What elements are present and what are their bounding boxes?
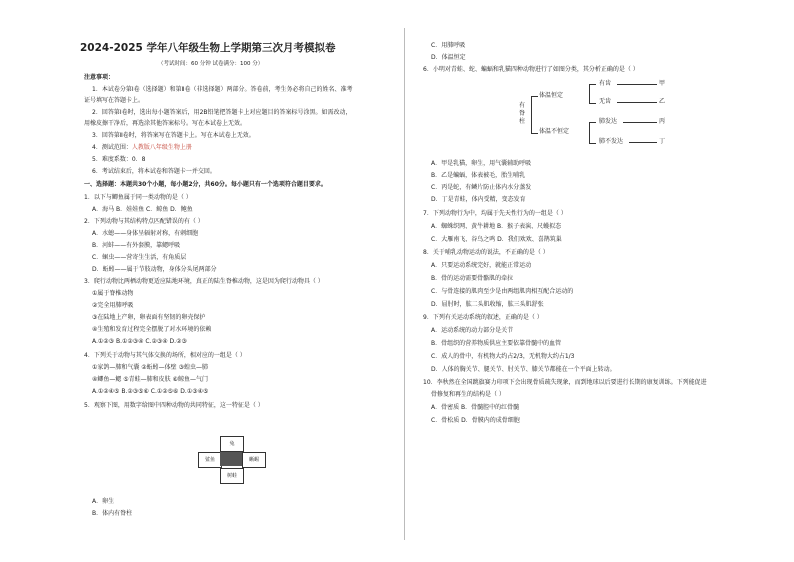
note-2: 2．回答第Ⅰ卷时，选出每小题答案后，用2B铅笔把答题卡上对应题目的答案标号涂黑。如需改动， <box>92 109 352 116</box>
fig6-teeth: 有齿 <box>599 80 612 87</box>
fig6-label-b: 乙 <box>659 98 666 105</box>
test-scope: 人教版八年级生物上册 <box>131 144 192 151</box>
question-8: 8．关于哺乳动物运动的说法，不正确的是（ ） <box>423 249 549 256</box>
q4-options: A.①②④⑤ B.②③⑤⑥ C.①②⑤⑥ D.①③④⑤ <box>92 388 209 395</box>
q8-option-d: D．屈肘时，肱二头肌收缩，肱三头肌舒张 <box>431 301 544 308</box>
q4-items-1: ①家鸽—肺和气囊 ②蚯蚓—体壁 ③蝗虫—肺 <box>92 364 208 371</box>
q6-option-d: D．丁是青蛙，体内受精，变态发育 <box>431 196 526 203</box>
q8-option-c: C．与骨连接的肌肉至少是由两组肌肉相互配合运动的 <box>431 288 574 295</box>
fig6-cold: 体温不恒定 <box>539 128 570 135</box>
q3-item-3: ③在陆地上产卵，卵表面有坚韧的卵壳保护 <box>92 314 206 321</box>
question-5: 5．观察下图，用数字给图中四种动物的共同特征，这一特征是（ ） <box>84 402 264 409</box>
question-2: 2．下列动物与其结构特点匹配错误的有（ ） <box>84 218 204 225</box>
note-1b: 证号填写在答题卡上。 <box>84 97 145 104</box>
q6-option-b: B．乙是蝙蝠，体表被毛，胎生哺乳 <box>431 172 526 179</box>
q10-options-cd: C．骨松质 D．骨膜内的成骨细胞 <box>431 417 520 424</box>
note-1: 1．本试卷分第Ⅰ卷（选择题）和第Ⅱ卷（非选择题）两部分。答卷前，考生务必将自己的姓名、准考 <box>92 86 353 93</box>
fig6-bracket-root <box>531 96 538 134</box>
question-4: 4．下列关于动物与其气体交换的场所，相对应的一组是（ ） <box>84 352 246 359</box>
question-10: 10．李秋然在全国跳旗赛力印项下会出现骨质疏失现象，而到地球以后要进行长期的康复训练。下列能促进 <box>423 379 707 386</box>
section-heading: 一、选择题：本题共30个小题，每小题2分，共60分。每小题只有一个选项符合题目要求。 <box>84 181 327 188</box>
fig6-bracket-cold <box>589 122 596 144</box>
q6-option-c: C．丙是蛇，有鳞片防止体内水分蒸发 <box>431 184 532 191</box>
q10-options-ab: A．骨密质 B．骨髓腔中的红骨髓 <box>431 404 520 411</box>
fig6-line-d <box>629 142 657 143</box>
fig6-label-a: 甲 <box>659 80 666 87</box>
column-divider <box>404 28 405 540</box>
note-4: 4．测试范围：人教版八年级生物上册 <box>92 144 192 151</box>
q6-diagram <box>519 80 699 158</box>
fig5-center <box>220 452 242 466</box>
question-6: 6．小明对青蛙、蛇、蝙蝠和乳猫四种动物进行了如图分类，其分析正确的是（ ） <box>423 66 639 73</box>
q9-option-a: A．运动系统的动力部分是关节 <box>431 327 514 334</box>
q4-items-2: ④鲫鱼—鳃 ⑤青蛙—肺和皮肤 ⑥鲸鱼—气门 <box>92 376 208 383</box>
q5-option-c: C．用肺呼吸 <box>431 42 466 49</box>
notes-heading: 注意事项： <box>84 74 115 81</box>
q2-option-a: A．水螅——身体呈辐射对称，有刺细胞 <box>92 230 199 237</box>
page-title: 2024-2025 学年八年级生物上学期第三次月考模拟卷 <box>80 42 336 54</box>
q5-option-b: B．体内有脊柱 <box>92 510 133 517</box>
exam-info: （考试时间：60 分钟 试卷满分：100 分） <box>158 61 264 67</box>
question-7: 7．下列动物行为中，均属于先天性行为的一组是（ ） <box>423 210 567 217</box>
fig5-lizard: 蜥蜴 <box>242 452 266 468</box>
q2-option-c: C．蛔虫——营寄生生活，有角质层 <box>92 254 187 261</box>
q7-options-cd: C．大雁南飞、谷鸟之鸣 D．我们欢欢、喜鹊筑巢 <box>431 236 562 243</box>
q3-options: A.①②③ B.①②③④ C.②③④ D.②③ <box>92 338 187 345</box>
fig6-lung-dev: 肺发达 <box>599 118 618 125</box>
question-9: 9．下列有关运动系统的叙述，正确的是（ ） <box>423 314 543 321</box>
fig6-root: 有脊柱 <box>519 102 526 125</box>
q8-option-a: A．只要运动系统完好，就能正常运动 <box>431 262 532 269</box>
note-2b: 用橡皮擦干净后，再选涂其他答案标号。写在本试卷上无效。 <box>84 120 247 127</box>
q3-item-2: ②完全用肺呼吸 <box>92 302 134 309</box>
left-column <box>80 0 384 562</box>
q6-option-a: A．甲是乳猫，卵生，用气囊辅助呼吸 <box>431 160 532 167</box>
fig6-label-c: 丙 <box>659 118 666 125</box>
fig5-rabbit: 兔 <box>220 436 244 452</box>
fig6-noteeth: 无齿 <box>599 98 612 105</box>
question-3: 3．爬行动物比两栖动物更适应陆地环境，真正的陆生脊椎动物，这是因为爬行动物具（ ） <box>84 278 324 285</box>
q5-figure <box>204 436 264 496</box>
q8-option-b: B．骨的运动需要骨骼肌的牵拉 <box>431 275 514 282</box>
q9-option-b: B．骨组织的营养物质供应主要依靠骨髓中的血管 <box>431 340 562 347</box>
fig6-line-b <box>617 102 657 103</box>
fig6-warm: 体温恒定 <box>539 92 564 99</box>
fig6-line-c <box>623 122 657 123</box>
q3-item-4: ④生殖和发育过程完全摆脱了对水环境的依赖 <box>92 326 212 333</box>
fig5-shark: 鲨鱼 <box>198 452 222 468</box>
q3-item-1: ①属于脊椎动物 <box>92 290 134 297</box>
q2-option-d: D．蚯蚓——属于节肢动物，身体分头尾两部分 <box>92 266 217 273</box>
q9-option-d: D．人体的胸关节、腿关节、肘关节、膝关节都能在一个平面上转动。 <box>431 366 616 373</box>
q9-option-c: C．成人的骨中，有机物大约占2/3，无机物大约占1/3 <box>431 353 575 360</box>
q7-options-ab: A．蜘蛛织网、黄牛耕地 B．猴子表演、尺蠖拟态 <box>431 223 562 230</box>
fig6-line-a <box>617 84 657 85</box>
note-6: 6．考试结束后，将本试卷和答题卡一并交回。 <box>92 168 216 175</box>
q2-option-b: B．河蚌——有外套膜，靠鳃呼吸 <box>92 242 181 249</box>
fig6-bracket-warm <box>589 84 596 104</box>
q1-options: A．海马 B．娃娃鱼 C．鲸鱼 D．鲍鱼 <box>92 206 193 213</box>
question-10-cont: 骨修复和再生的结构是（ ） <box>431 391 505 398</box>
note-3: 3．回答第Ⅱ卷时，将答案写在答题卡上。写在本试卷上无效。 <box>92 132 255 139</box>
right-column <box>423 0 723 562</box>
q5-option-a: A．卵生 <box>92 498 115 505</box>
fig5-treefrog: 树蛙 <box>220 468 244 484</box>
q5-option-d: D．体温恒定 <box>431 54 466 61</box>
fig6-lung-undev: 肺不发达 <box>599 138 624 145</box>
question-1: 1．以下与鲫鱼属于同一类动物的是（ ） <box>84 194 192 201</box>
fig6-label-d: 丁 <box>659 138 666 145</box>
note-5: 5．难度系数：0．8 <box>92 156 146 163</box>
